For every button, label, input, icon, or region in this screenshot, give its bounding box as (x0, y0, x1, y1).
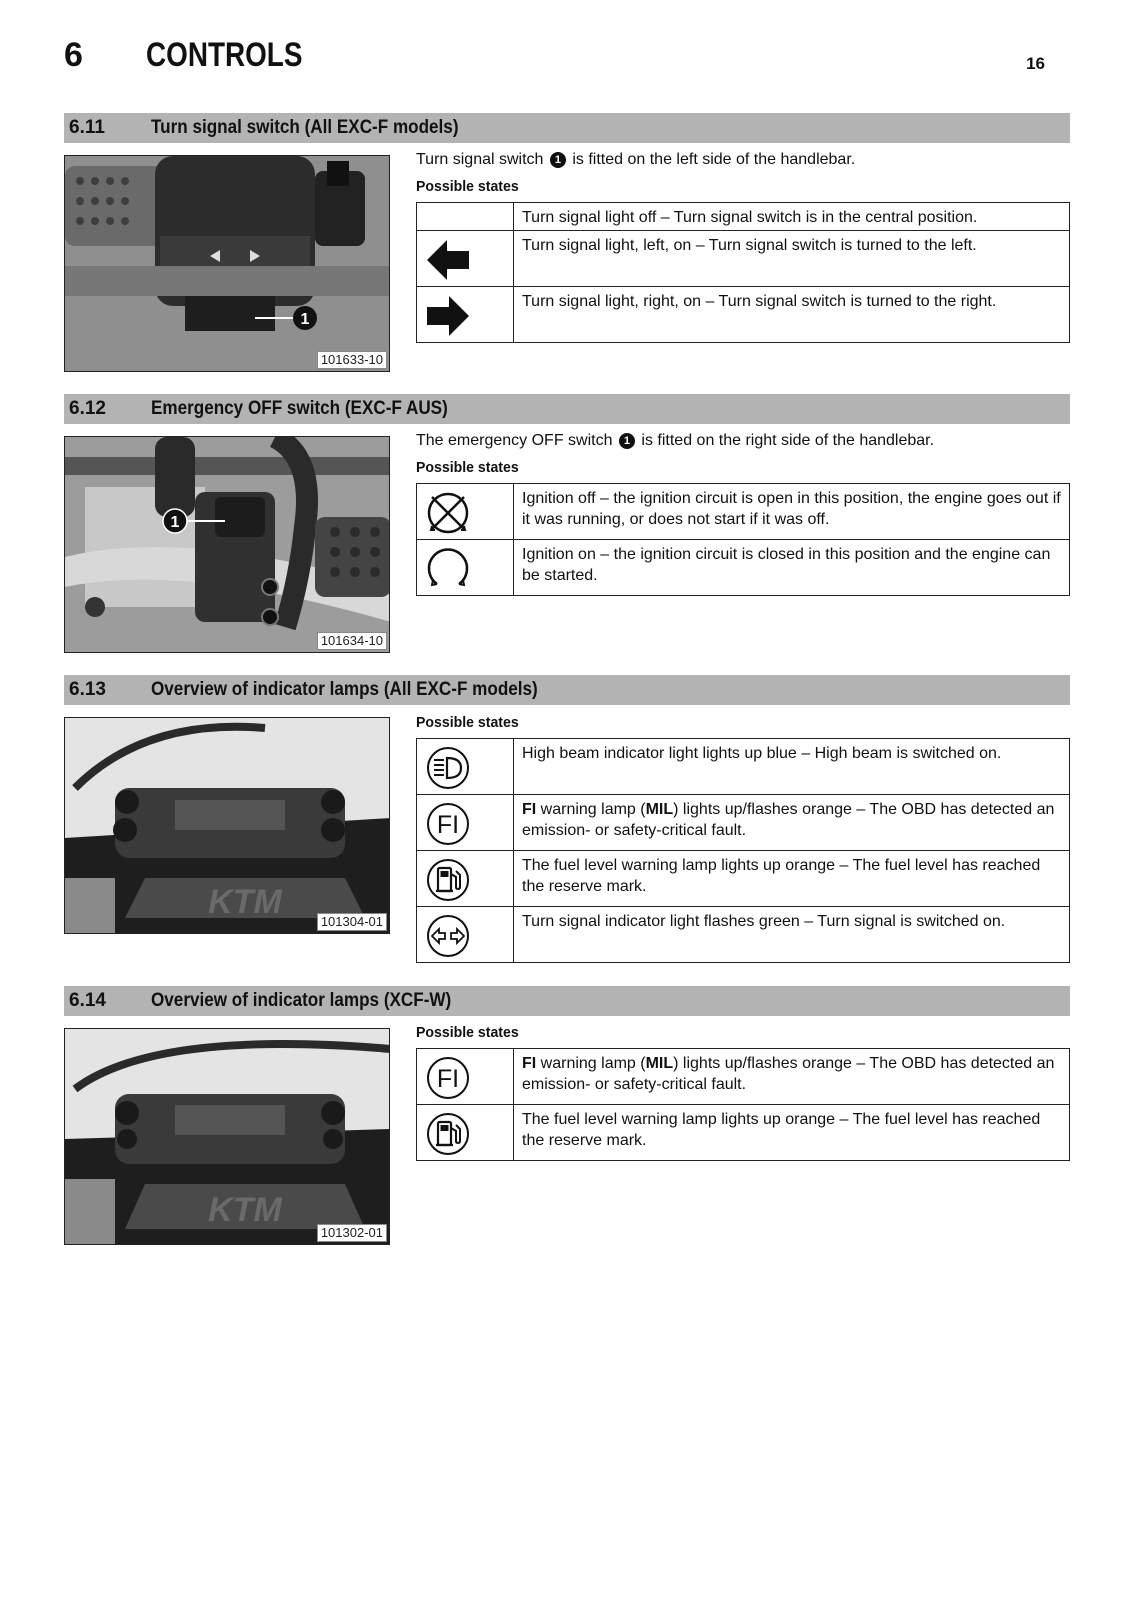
section-number: 6.14 (69, 990, 106, 1011)
table-row (417, 203, 1070, 231)
svg-text:KTM: KTM (208, 883, 282, 921)
fuel-pump-icon (425, 857, 471, 903)
section-intro: The emergency OFF switch 1 is fitted on the right side of the handlebar. (416, 432, 935, 449)
section-heading-6-12 (64, 394, 1070, 424)
section-title: Turn signal switch (All EXC-F models) (151, 117, 459, 138)
section-heading-6-14 (64, 986, 1070, 1016)
page-number: 16 (1026, 54, 1045, 73)
state-text: Turn signal light off – Turn signal switch is in the central position. (514, 203, 1070, 231)
turn-signal-switch-photo (64, 155, 390, 372)
dashboard-image (65, 718, 390, 934)
emergency-off-switch-image (65, 437, 390, 653)
svg-text:KTM: KTM (208, 1191, 282, 1229)
table-row (417, 231, 1070, 287)
emergency-off-switch-photo (64, 436, 390, 653)
state-text: Turn signal light, right, on – Turn signal switch is turned to the right. (514, 287, 1070, 343)
icon-cell (417, 540, 514, 596)
icon-cell (417, 795, 514, 851)
ignition-off-icon (425, 490, 471, 536)
photo-id: 101633-10 (317, 351, 387, 369)
table-row (417, 484, 1070, 540)
icon-cell (417, 739, 514, 795)
turn-signal-indicator-icon (425, 913, 471, 959)
icon-cell (417, 203, 514, 231)
section-number: 6.13 (69, 679, 106, 700)
possible-states-heading: Possible states (416, 178, 519, 195)
section-number: 6.11 (69, 117, 105, 138)
icon-cell (417, 231, 514, 287)
section-heading-6-13 (64, 675, 1070, 705)
states-table (416, 738, 1070, 963)
chapter-title: CONTROLS (146, 36, 303, 74)
svg-text:FI: FI (436, 811, 460, 839)
section-title: Emergency OFF switch (EXC-F AUS) (151, 398, 448, 419)
turn-signal-switch-image (65, 156, 390, 372)
states-table (416, 1048, 1070, 1161)
svg-text:1: 1 (170, 514, 180, 531)
high-beam-icon (425, 745, 471, 791)
state-text: Ignition on – the ignition circuit is closed in this position and the engine can be started. (514, 540, 1070, 596)
section-title: Overview of indicator lamps (All EXC-F models) (151, 679, 538, 700)
photo-id: 101304-01 (317, 913, 387, 931)
state-text: FI warning lamp (MIL) lights up/flashes orange – The OBD has detected an emission- or safety-critical fault. (514, 1049, 1070, 1105)
icon-cell (417, 1105, 514, 1161)
state-text: Turn signal light, left, on – Turn signal switch is turned to the left. (514, 231, 1070, 287)
fuel-pump-icon (425, 1111, 471, 1157)
photo-id: 101302-01 (317, 1224, 387, 1242)
table-row (417, 907, 1070, 963)
states-table (416, 202, 1070, 343)
table-row (417, 1049, 1070, 1105)
indicator-lamps-exc-photo (64, 717, 390, 934)
chapter-number: 6 (64, 36, 84, 74)
table-row (417, 739, 1070, 795)
callout-marker: 1 (550, 152, 566, 168)
indicator-lamps-xcfw-photo (64, 1028, 390, 1245)
section-title: Overview of indicator lamps (XCF-W) (151, 990, 452, 1011)
icon-cell (417, 1049, 514, 1105)
arrow-right-icon (425, 293, 471, 339)
svg-text:FI: FI (436, 1065, 460, 1093)
arrow-left-icon (425, 237, 471, 283)
icon-cell (417, 851, 514, 907)
icon-cell (417, 287, 514, 343)
states-table (416, 483, 1070, 596)
possible-states-heading: Possible states (416, 459, 519, 476)
state-text: High beam indicator light lights up blue – High beam is switched on. (514, 739, 1070, 795)
state-text: FI warning lamp (MIL) lights up/flashes orange – The OBD has detected an emission- or safety-critical fault. (514, 795, 1070, 851)
section-number: 6.12 (69, 398, 106, 419)
possible-states-heading: Possible states (416, 1024, 519, 1041)
state-text: The fuel level warning lamp lights up orange – The fuel level has reached the reserve mark. (514, 1105, 1070, 1161)
svg-text:1: 1 (300, 311, 310, 328)
fi-warning-icon (425, 1055, 471, 1101)
dashboard-image (65, 1029, 390, 1245)
state-text: Turn signal indicator light flashes green – Turn signal is switched on. (514, 907, 1070, 963)
table-row (417, 1105, 1070, 1161)
state-text: The fuel level warning lamp lights up orange – The fuel level has reached the reserve mark. (514, 851, 1070, 907)
fi-warning-icon (425, 801, 471, 847)
table-row (417, 795, 1070, 851)
ignition-on-icon (425, 546, 471, 592)
photo-id: 101634-10 (317, 632, 387, 650)
callout-marker: 1 (619, 433, 635, 449)
possible-states-heading: Possible states (416, 714, 519, 731)
icon-cell (417, 907, 514, 963)
section-heading-6-11 (64, 113, 1070, 143)
table-row (417, 540, 1070, 596)
section-intro: Turn signal switch 1 is fitted on the left side of the handlebar. (416, 151, 856, 168)
icon-cell (417, 484, 514, 540)
table-row (417, 851, 1070, 907)
table-row (417, 287, 1070, 343)
state-text: Ignition off – the ignition circuit is open in this position, the engine goes out if it was running, or does not start if it was off. (514, 484, 1070, 540)
